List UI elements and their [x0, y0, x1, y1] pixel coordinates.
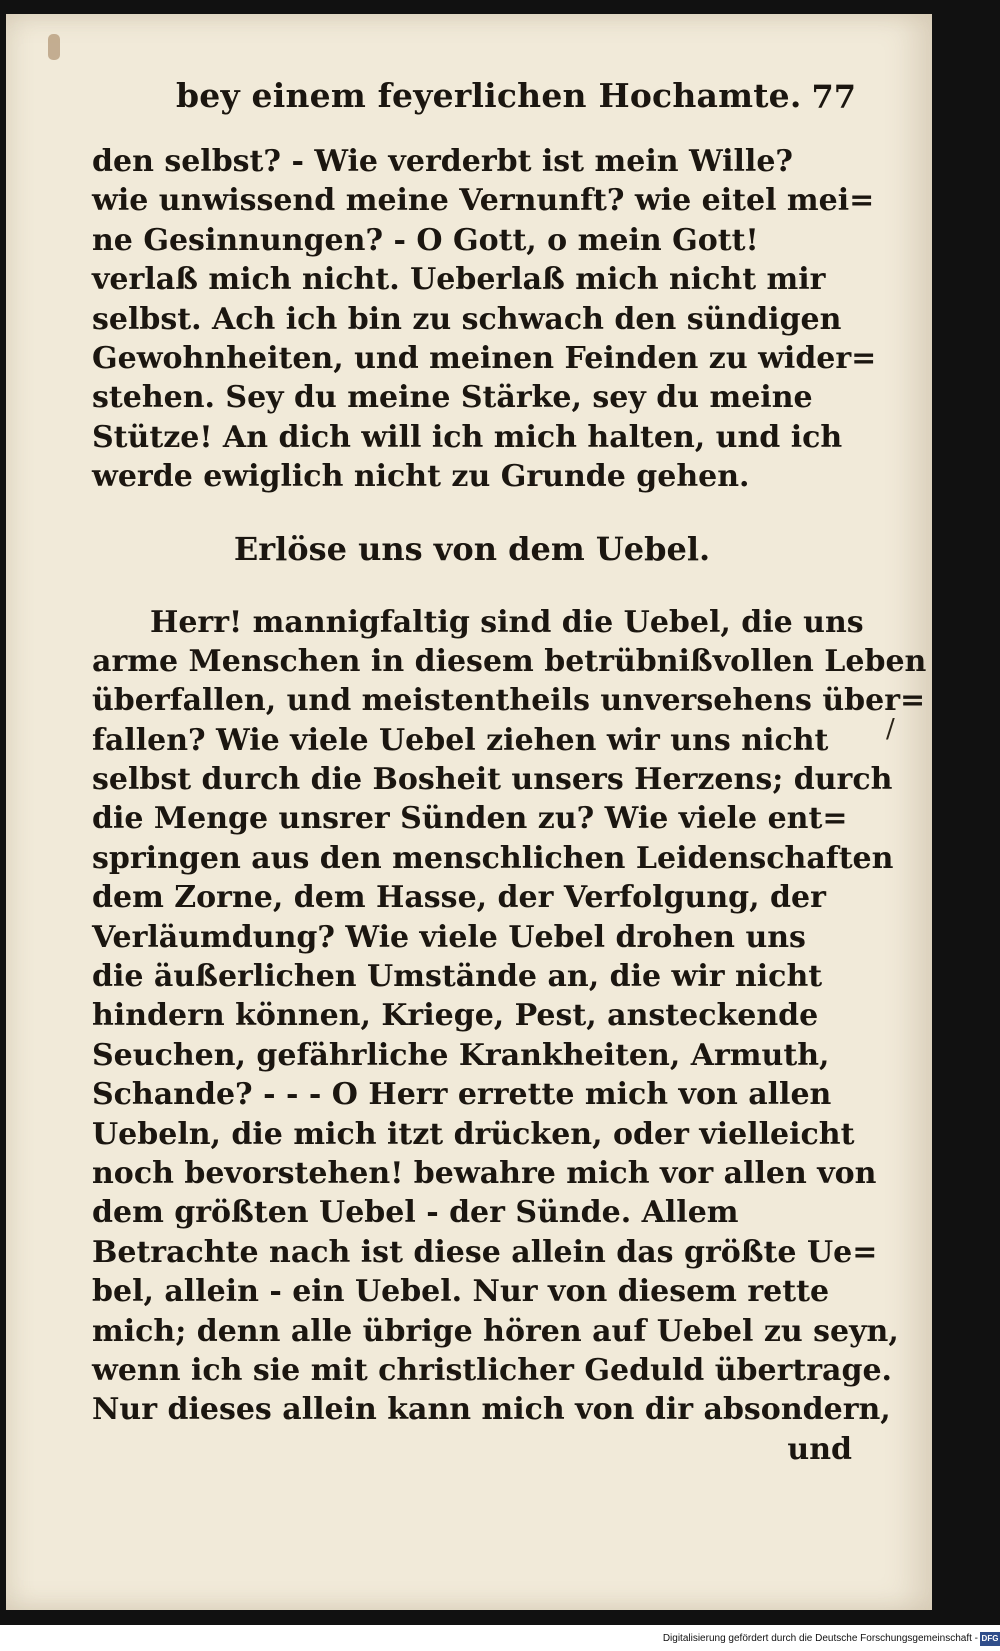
digitization-footer: [0, 1630, 1000, 1651]
text-line: ne Gesinnungen? - O Gott, o mein Gott!: [92, 222, 759, 258]
text-line: hindern können, Kriege, Pest, ansteckende: [92, 998, 819, 1034]
text-line: Uebeln, die mich itzt drücken, oder vielleicht: [92, 1116, 855, 1152]
text-line: noch bevorstehen! bewahre mich vor allen von: [92, 1155, 877, 1191]
book-page: [6, 14, 932, 1610]
ink-spot: [48, 34, 60, 60]
text-line: Nur dieses allein kann mich von dir absondern,: [92, 1392, 891, 1428]
text-line: springen aus den menschlichen Leidenschaften: [92, 840, 894, 876]
text-line: Herr! mannigfaltig sind die Uebel, die uns: [150, 604, 864, 640]
section-heading: Erlöse uns von dem Uebel.: [233, 529, 711, 568]
text-line: wie unwissend meine Vernunft? wie eitel mei=: [92, 183, 875, 219]
text-line: Stütze! An dich will ich mich halten, und ich: [92, 419, 843, 455]
text-line: die äußerlichen Umstände an, die wir nicht: [92, 959, 823, 995]
text-line: Seuchen, gefährliche Krankheiten, Armuth,: [92, 1037, 830, 1073]
text-line: wenn ich sie mit christlicher Geduld übertrage.: [92, 1352, 892, 1388]
text-line: selbst. Ach ich bin zu schwach den sündigen: [92, 301, 842, 337]
dfg-logo[interactable]: DFG: [980, 1632, 1000, 1646]
running-head: bey einem feyerlichen Hochamte.: [176, 76, 802, 115]
text-line: überfallen, und meistentheils unversehens über=: [92, 683, 926, 719]
catchword: und: [787, 1431, 852, 1467]
page-header: [176, 72, 856, 122]
text-line: verlaß mich nicht. Ueberlaß mich nicht mir: [92, 262, 826, 298]
paragraph-2: [92, 603, 927, 1470]
text-line: werde ewiglich nicht zu Grunde gehen.: [92, 459, 750, 495]
text-line: fallen? Wie viele Uebel ziehen wir uns nicht: [92, 722, 829, 758]
text-line: stehen. Sey du meine Stärke, sey du meine: [92, 380, 813, 416]
text-line: Betrachte nach ist diese allein das größte Ue=: [92, 1234, 878, 1270]
text-line: dem größten Uebel - der Sünde. Allem: [92, 1195, 739, 1231]
page-body: [92, 142, 927, 1469]
margin-mark: /: [886, 714, 895, 744]
text-line: mich; denn alle übrige hören auf Uebel zu seyn,: [92, 1313, 899, 1349]
page-number: 77: [811, 78, 856, 116]
footer-credit: Digitalisierung gefördert durch die Deutsche Forschungsgemeinschaft -: [662, 1633, 978, 1644]
text-line: selbst durch die Bosheit unsers Herzens; durch: [92, 762, 893, 798]
paragraph-1: [92, 142, 877, 497]
text-line: Schande? - - - O Herr errette mich von allen: [92, 1077, 832, 1113]
text-line: dem Zorne, dem Hasse, der Verfolgung, der: [92, 880, 826, 916]
text-line: Verläumdung? Wie viele Uebel drohen uns: [92, 919, 806, 955]
text-line: die Menge unsrer Sünden zu? Wie viele ent=: [92, 801, 848, 837]
text-line: Gewohnheiten, und meinen Feinden zu wider=: [92, 340, 877, 376]
text-line: arme Menschen in diesem betrübnißvollen Leben: [92, 643, 927, 679]
text-line: bel, allein - ein Uebel. Nur von diesem rette: [92, 1274, 830, 1310]
text-line: den selbst? - Wie verderbt ist mein Wille?: [92, 144, 793, 179]
